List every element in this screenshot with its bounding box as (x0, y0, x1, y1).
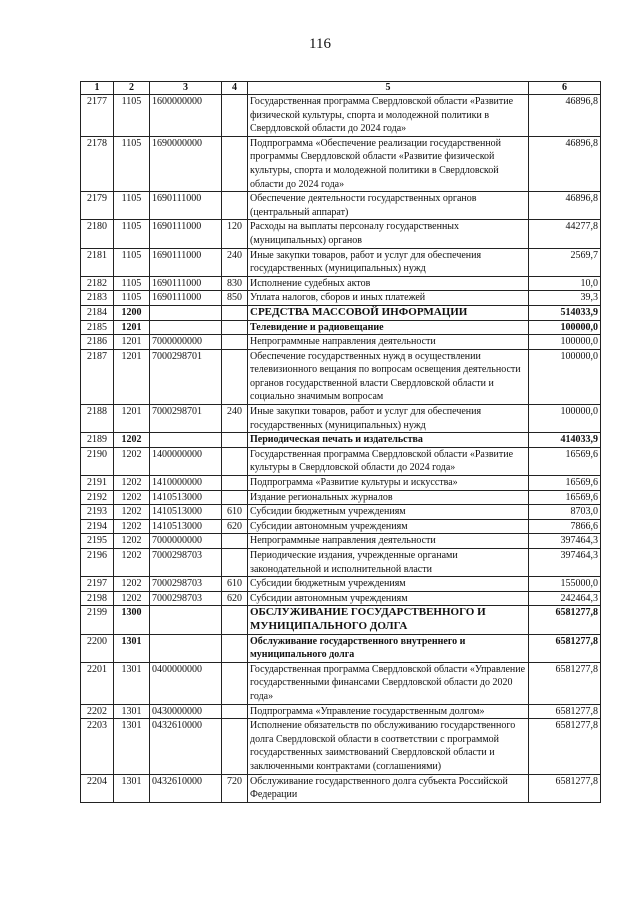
item-name-cell: Уплата налогов, сборов и иных платежей (248, 291, 529, 306)
expense-type-cell (222, 320, 248, 335)
row-number-cell: 2204 (81, 774, 114, 802)
table-row (81, 634, 601, 662)
item-name-cell: ОБСЛУЖИВАНИЕ ГОСУДАРСТВЕННОГО И МУНИЦИПАЛЬНОГО ДОЛГА (248, 606, 529, 634)
amount-cell: 6581277,8 (529, 704, 601, 719)
target-article-cell: 7000298703 (150, 577, 222, 592)
table-row (81, 606, 601, 634)
target-article-cell: 7000000000 (150, 534, 222, 549)
row-number-cell: 2187 (81, 349, 114, 404)
section-code-cell: 1301 (114, 774, 150, 802)
target-article-cell: 1410513000 (150, 519, 222, 534)
row-number-cell: 2190 (81, 447, 114, 475)
item-name-cell: Периодические издания, учрежденные органами законодательной и исполнительной власти (248, 549, 529, 577)
table-row (81, 276, 601, 291)
table-row (81, 447, 601, 475)
target-article-cell (150, 634, 222, 662)
row-number-cell: 2180 (81, 220, 114, 248)
row-number-cell: 2178 (81, 136, 114, 191)
table-row (81, 519, 601, 534)
row-number-cell: 2185 (81, 320, 114, 335)
row-number-cell: 2179 (81, 192, 114, 220)
amount-cell: 397464,3 (529, 534, 601, 549)
expense-type-cell (222, 305, 248, 320)
amount-cell: 16569,6 (529, 476, 601, 491)
item-name-cell: Субсидии бюджетным учреждениям (248, 577, 529, 592)
expense-type-cell: 620 (222, 519, 248, 534)
amount-cell: 100000,0 (529, 405, 601, 433)
section-code-cell: 1201 (114, 405, 150, 433)
amount-cell: 7866,6 (529, 519, 601, 534)
table-row (81, 405, 601, 433)
row-number-cell: 2191 (81, 476, 114, 491)
amount-cell: 514033,9 (529, 305, 601, 320)
item-name-cell: Расходы на выплаты персоналу государственных (муниципальных) органов (248, 220, 529, 248)
amount-cell: 46896,8 (529, 136, 601, 191)
target-article-cell: 7000298703 (150, 549, 222, 577)
target-article-cell: 0432610000 (150, 719, 222, 774)
target-article-cell (150, 320, 222, 335)
table-row (81, 291, 601, 306)
target-article-cell: 1400000000 (150, 447, 222, 475)
section-code-cell: 1202 (114, 577, 150, 592)
section-code-cell: 1202 (114, 519, 150, 534)
target-article-cell (150, 433, 222, 448)
item-name-cell: Издание региональных журналов (248, 490, 529, 505)
amount-cell: 155000,0 (529, 577, 601, 592)
expense-type-cell (222, 662, 248, 704)
section-code-cell: 1202 (114, 490, 150, 505)
row-number-cell: 2197 (81, 577, 114, 592)
table-row (81, 192, 601, 220)
table-row (81, 704, 601, 719)
expense-type-cell: 120 (222, 220, 248, 248)
table-row (81, 505, 601, 520)
expense-type-cell: 830 (222, 276, 248, 291)
row-number-cell: 2195 (81, 534, 114, 549)
table-row (81, 433, 601, 448)
target-article-cell: 1410513000 (150, 505, 222, 520)
expense-type-cell (222, 634, 248, 662)
item-name-cell: Субсидии автономным учреждениям (248, 519, 529, 534)
item-name-cell: Исполнение судебных актов (248, 276, 529, 291)
item-name-cell: Подпрограмма «Развитие культуры и искусства» (248, 476, 529, 491)
amount-cell: 100000,0 (529, 320, 601, 335)
table-row (81, 95, 601, 137)
amount-cell: 6581277,8 (529, 662, 601, 704)
table-row (81, 662, 601, 704)
section-code-cell: 1201 (114, 335, 150, 350)
expense-type-cell (222, 433, 248, 448)
item-name-cell: Периодическая печать и издательства (248, 433, 529, 448)
table-row (81, 476, 601, 491)
amount-cell: 6581277,8 (529, 774, 601, 802)
section-code-cell: 1202 (114, 476, 150, 491)
item-name-cell: Подпрограмма «Управление государственным долгом» (248, 704, 529, 719)
expense-type-cell: 720 (222, 774, 248, 802)
table-row (81, 591, 601, 606)
target-article-cell: 7000298703 (150, 591, 222, 606)
expense-type-cell: 610 (222, 505, 248, 520)
target-article-cell: 1690111000 (150, 248, 222, 276)
row-number-cell: 2194 (81, 519, 114, 534)
row-number-cell: 2184 (81, 305, 114, 320)
amount-cell: 46896,8 (529, 192, 601, 220)
column-header-3: 3 (150, 82, 222, 95)
item-name-cell: Субсидии бюджетным учреждениям (248, 505, 529, 520)
table-row (81, 549, 601, 577)
expense-type-cell (222, 447, 248, 475)
row-number-cell: 2181 (81, 248, 114, 276)
expense-type-cell (222, 192, 248, 220)
column-header-5: 5 (248, 82, 529, 95)
item-name-cell: Государственная программа Свердловской области «Управление государственными финансами Свердловской области до 2020 года» (248, 662, 529, 704)
section-code-cell: 1301 (114, 662, 150, 704)
row-number-cell: 2198 (81, 591, 114, 606)
amount-cell: 414033,9 (529, 433, 601, 448)
table-row (81, 220, 601, 248)
item-name-cell: Телевидение и радиовещание (248, 320, 529, 335)
amount-cell: 10,0 (529, 276, 601, 291)
column-header-4: 4 (222, 82, 248, 95)
expense-type-cell (222, 549, 248, 577)
expense-type-cell: 610 (222, 577, 248, 592)
row-number-cell: 2202 (81, 704, 114, 719)
expense-type-cell (222, 490, 248, 505)
amount-cell: 100000,0 (529, 335, 601, 350)
section-code-cell: 1105 (114, 248, 150, 276)
section-code-cell: 1301 (114, 719, 150, 774)
row-number-cell: 2196 (81, 549, 114, 577)
section-code-cell: 1105 (114, 136, 150, 191)
table-row (81, 305, 601, 320)
expense-type-cell: 240 (222, 248, 248, 276)
item-name-cell: Обслуживание государственного долга субъекта Российской Федерации (248, 774, 529, 802)
target-article-cell: 0400000000 (150, 662, 222, 704)
expense-type-cell (222, 335, 248, 350)
expense-type-cell (222, 719, 248, 774)
section-code-cell: 1202 (114, 534, 150, 549)
table-row (81, 136, 601, 191)
item-name-cell: Иные закупки товаров, работ и услуг для обеспечения государственных (муниципальных) нужд (248, 248, 529, 276)
amount-cell: 242464,3 (529, 591, 601, 606)
section-code-cell: 1105 (114, 95, 150, 137)
expense-type-cell (222, 95, 248, 137)
expense-type-cell (222, 704, 248, 719)
table-row (81, 577, 601, 592)
table-row (81, 335, 601, 350)
target-article-cell: 1690111000 (150, 291, 222, 306)
item-name-cell: СРЕДСТВА МАССОВОЙ ИНФОРМАЦИИ (248, 305, 529, 320)
item-name-cell: Государственная программа Свердловской области «Развитие физической культуры, спорта и молодежной политики в Свердловской области до 2024 года» (248, 95, 529, 137)
target-article-cell: 7000298701 (150, 405, 222, 433)
item-name-cell: Обеспечение государственных нужд в осуществлении телевизионного вещания по вопросам освещения деятельности органов государственной власти Свердловской области и социально значимым вопросам (248, 349, 529, 404)
row-number-cell: 2186 (81, 335, 114, 350)
expense-type-cell (222, 534, 248, 549)
row-number-cell: 2203 (81, 719, 114, 774)
row-number-cell: 2183 (81, 291, 114, 306)
amount-cell: 6581277,8 (529, 634, 601, 662)
page-number: 116 (309, 36, 331, 52)
expense-type-cell: 620 (222, 591, 248, 606)
target-article-cell: 1600000000 (150, 95, 222, 137)
amount-cell: 16569,6 (529, 447, 601, 475)
table-row (81, 320, 601, 335)
section-code-cell: 1202 (114, 549, 150, 577)
row-number-cell: 2188 (81, 405, 114, 433)
table-header-row (81, 82, 601, 95)
table-row (81, 774, 601, 802)
column-header-2: 2 (114, 82, 150, 95)
table-row (81, 719, 601, 774)
row-number-cell: 2193 (81, 505, 114, 520)
amount-cell: 397464,3 (529, 549, 601, 577)
target-article-cell: 0432610000 (150, 774, 222, 802)
section-code-cell: 1201 (114, 349, 150, 404)
row-number-cell: 2177 (81, 95, 114, 137)
item-name-cell: Обеспечение деятельности государственных органов (центральный аппарат) (248, 192, 529, 220)
column-header-1: 1 (81, 82, 114, 95)
expense-type-cell: 240 (222, 405, 248, 433)
row-number-cell: 2201 (81, 662, 114, 704)
expense-type-cell (222, 136, 248, 191)
target-article-cell: 7000000000 (150, 335, 222, 350)
section-code-cell: 1105 (114, 291, 150, 306)
target-article-cell (150, 305, 222, 320)
expense-type-cell: 850 (222, 291, 248, 306)
section-code-cell: 1105 (114, 220, 150, 248)
row-number-cell: 2182 (81, 276, 114, 291)
section-code-cell: 1300 (114, 606, 150, 634)
amount-cell: 16569,6 (529, 490, 601, 505)
item-name-cell: Непрограммные направления деятельности (248, 335, 529, 350)
item-name-cell: Государственная программа Свердловской области «Развитие культуры в Свердловской области до 2024 года» (248, 447, 529, 475)
section-code-cell: 1105 (114, 276, 150, 291)
amount-cell: 6581277,8 (529, 719, 601, 774)
row-number-cell: 2200 (81, 634, 114, 662)
amount-cell: 100000,0 (529, 349, 601, 404)
amount-cell: 46896,8 (529, 95, 601, 137)
section-code-cell: 1301 (114, 704, 150, 719)
table-row (81, 349, 601, 404)
target-article-cell: 1690111000 (150, 220, 222, 248)
amount-cell: 8703,0 (529, 505, 601, 520)
budget-table (80, 81, 601, 803)
target-article-cell: 1690111000 (150, 192, 222, 220)
item-name-cell: Непрограммные направления деятельности (248, 534, 529, 549)
target-article-cell: 7000298701 (150, 349, 222, 404)
expense-type-cell (222, 476, 248, 491)
expense-type-cell (222, 349, 248, 404)
section-code-cell: 1202 (114, 433, 150, 448)
expense-type-cell (222, 606, 248, 634)
row-number-cell: 2192 (81, 490, 114, 505)
section-code-cell: 1202 (114, 505, 150, 520)
amount-cell: 44277,8 (529, 220, 601, 248)
section-code-cell: 1105 (114, 192, 150, 220)
target-article-cell: 1690000000 (150, 136, 222, 191)
target-article-cell: 1410513000 (150, 490, 222, 505)
section-code-cell: 1200 (114, 305, 150, 320)
row-number-cell: 2189 (81, 433, 114, 448)
item-name-cell: Исполнение обязательств по обслуживанию государственного долга Свердловской области в соответствии с программой государственных заимствований Свердловской области и заключенными контрактами (соглашениями) (248, 719, 529, 774)
item-name-cell: Подпрограмма «Обеспечение реализации государственной программы Свердловской области «Развитие физической культуры, спорта и молодежной политики в Свердловской области до 2024 года» (248, 136, 529, 191)
column-header-6: 6 (529, 82, 601, 95)
row-number-cell: 2199 (81, 606, 114, 634)
table-row (81, 534, 601, 549)
section-code-cell: 1201 (114, 320, 150, 335)
target-article-cell (150, 606, 222, 634)
target-article-cell: 1690111000 (150, 276, 222, 291)
section-code-cell: 1301 (114, 634, 150, 662)
table-row (81, 248, 601, 276)
item-name-cell: Обслуживание государственного внутреннего и муниципального долга (248, 634, 529, 662)
target-article-cell: 1410000000 (150, 476, 222, 491)
section-code-cell: 1202 (114, 591, 150, 606)
amount-cell: 2569,7 (529, 248, 601, 276)
target-article-cell: 0430000000 (150, 704, 222, 719)
table-row (81, 490, 601, 505)
item-name-cell: Иные закупки товаров, работ и услуг для обеспечения государственных (муниципальных) нужд (248, 405, 529, 433)
amount-cell: 39,3 (529, 291, 601, 306)
amount-cell: 6581277,8 (529, 606, 601, 634)
item-name-cell: Субсидии автономным учреждениям (248, 591, 529, 606)
section-code-cell: 1202 (114, 447, 150, 475)
